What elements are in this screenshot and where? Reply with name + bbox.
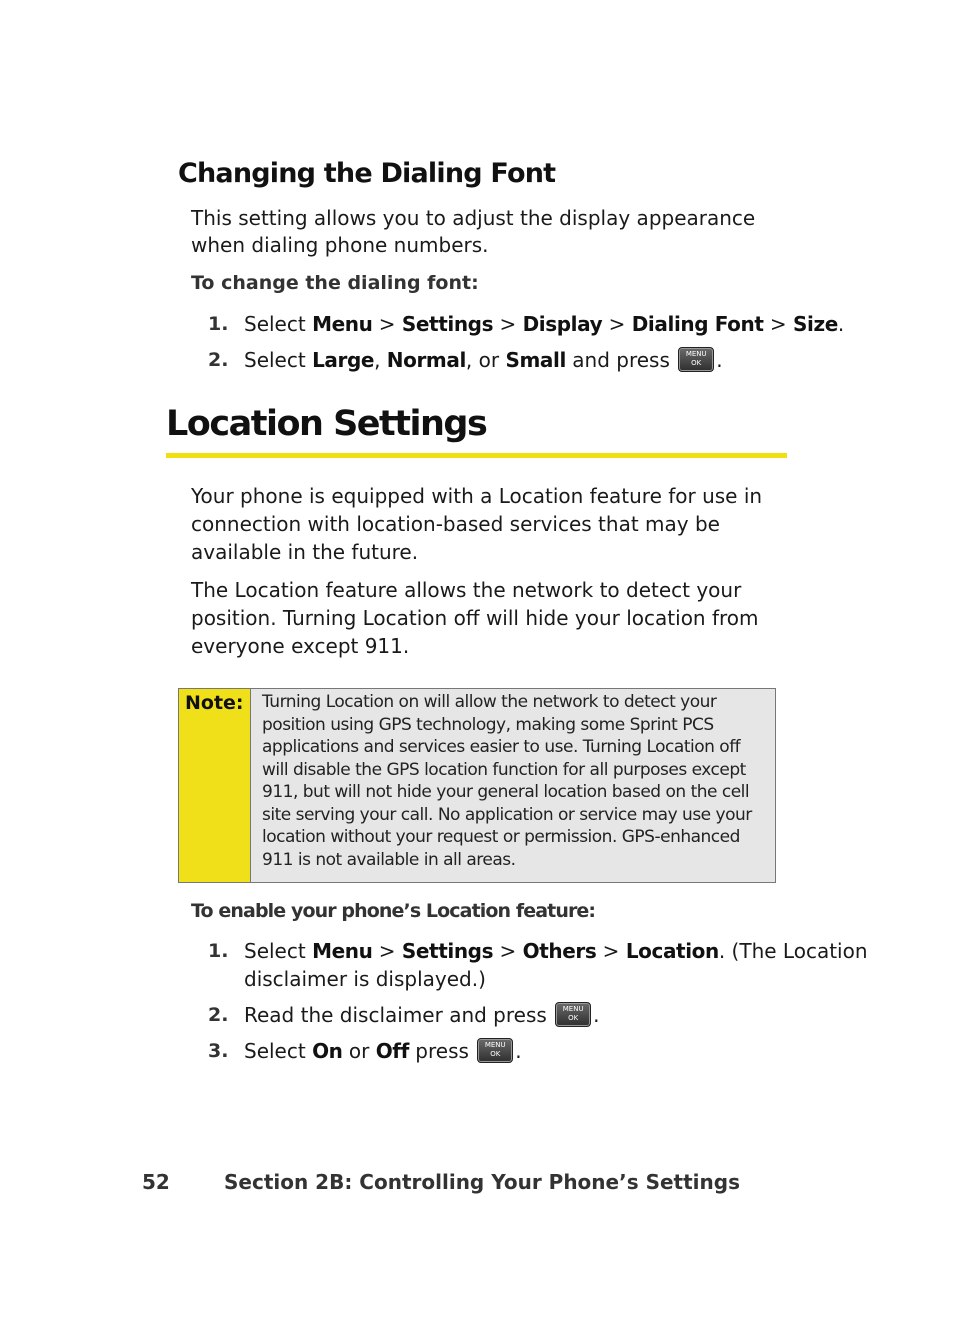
heading-underline — [166, 453, 787, 458]
step-text: Select Large, Normal, or Small and press MENU OK . — [244, 348, 723, 372]
footer-section-title: Section 2B: Controlling Your Phone’s Settings — [224, 1170, 740, 1194]
step-number: 1. — [208, 313, 229, 335]
step-text: Select Menu > Settings > Others > Location. (The Location disclaimer is displayed.) — [244, 939, 868, 991]
note-text: Turning Location on will allow the network to detect your position using GPS technology, making some Sprint PCS applications and services easier to use. Turning Location off will disable the GPS location function for all purposes except 911, but will not hide your general location based on the cell site serving your call. No application or service may use your location without your request or permission. GPS-enhanced 911 is not available in all areas. — [262, 692, 752, 870]
step-text: Select Menu > Settings > Display > Dialing Font > Size. — [244, 312, 845, 336]
menu-ok-key-icon: MENU OK — [477, 1038, 513, 1063]
menu-term: Menu — [312, 312, 373, 336]
list-item — [208, 1037, 768, 1065]
note-label: Note: — [185, 692, 244, 714]
menu-ok-key-icon: MENU OK — [555, 1002, 591, 1027]
list-item — [208, 310, 845, 338]
step-number: 1. — [208, 940, 229, 962]
location-detail-paragraph: The Location feature allows the network to detect your position. Turning Location off will hide your location from everyone except 911. — [191, 578, 759, 658]
section-heading-dialing-font: Changing the Dialing Font — [178, 158, 556, 189]
note-box — [178, 688, 776, 883]
list-item — [208, 346, 768, 374]
procedure-title-dialing-font: To change the dialing font: — [191, 272, 479, 294]
list-item — [208, 1001, 768, 1029]
step-number: 3. — [208, 1040, 229, 1062]
list-item — [208, 937, 868, 993]
page-number: 52 — [142, 1170, 170, 1194]
step-number: 2. — [208, 349, 229, 371]
dialing-font-intro: This setting allows you to adjust the display appearance when dialing phone numbers. — [191, 206, 756, 257]
procedure-title-location: To enable your phone’s Location feature: — [191, 900, 596, 922]
location-intro-paragraph: Your phone is equipped with a Location feature for use in connection with location-based services that may be available in the future. — [191, 484, 763, 564]
menu-ok-key-icon: MENU OK — [678, 347, 714, 372]
note-label-cell — [179, 689, 251, 882]
step-number: 2. — [208, 1004, 229, 1026]
step-text: Select On or Off press MENU OK . — [244, 1039, 522, 1063]
step-text: Read the disclaimer and press MENU OK . — [244, 1003, 600, 1027]
section-heading-location-settings: Location Settings — [166, 404, 487, 444]
